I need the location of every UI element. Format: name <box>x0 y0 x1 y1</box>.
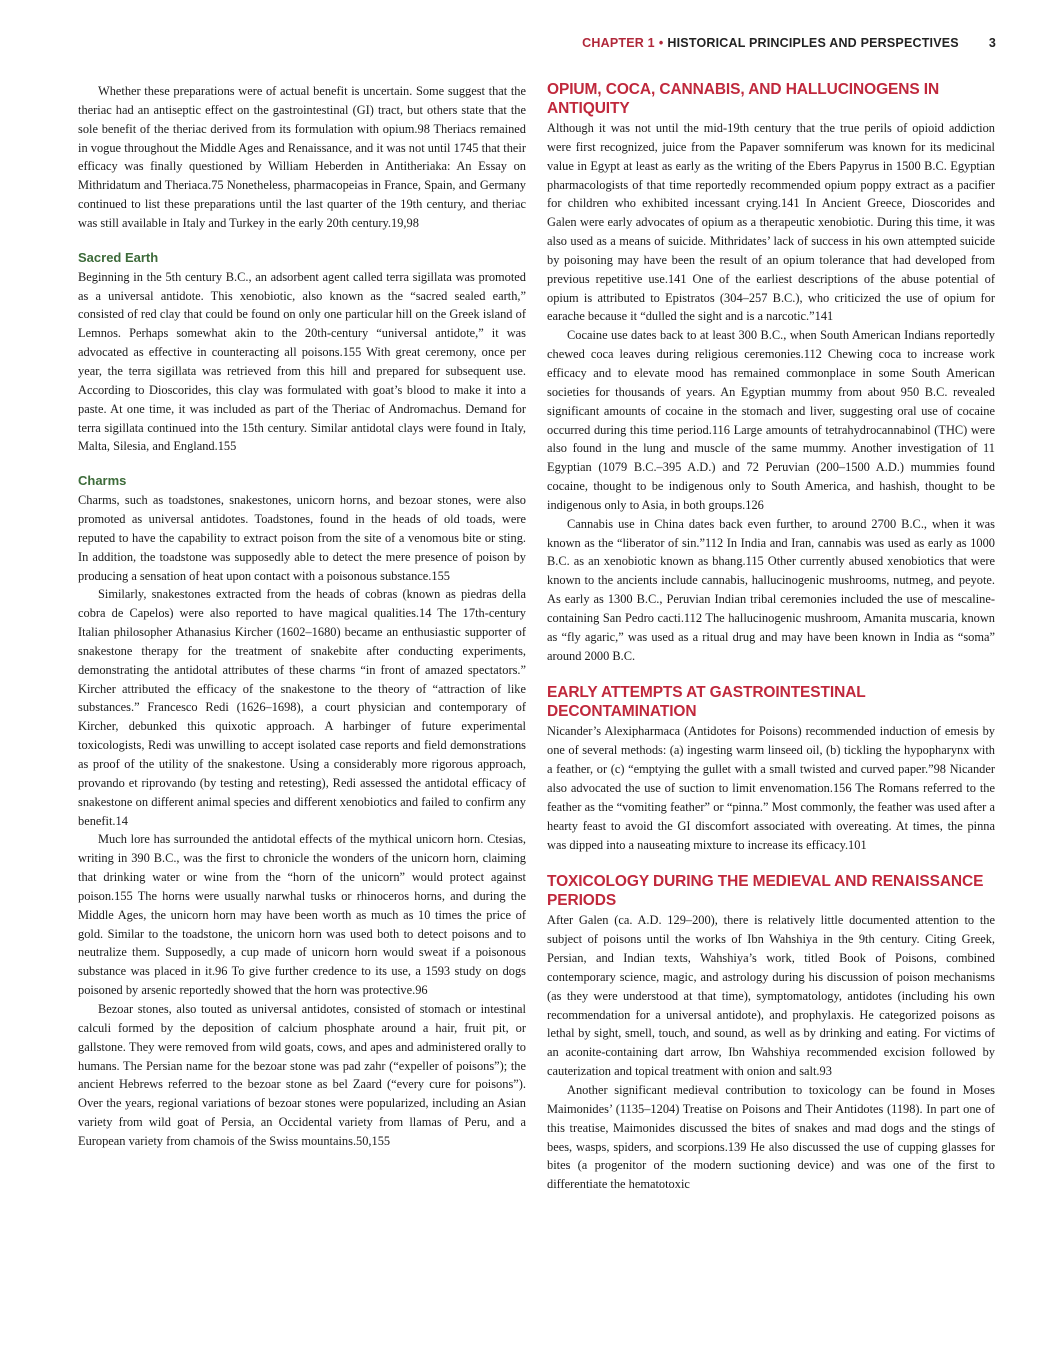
paragraph-charms-unicorn-horn: Much lore has surrounded the antidotal effects of the mythical unicorn horn. Ctesias, writing in 390 B.C., was the first to chronicle the wonders of the unicorn horn, claiming that drinking water or wine from the “horn of the unicorn” would protect against poison.155 The horns were usually narwhal tusks or rhinoceros horns, and during the Middle Ages, the unicorn horn may have been worth as much as 10 times the price of gold. Similar to the toadstone, the unicorn horn was used both to detect poisons and to neutralize them. Supposedly, a cup made of unicorn horn would sweat if a poisonous substance was placed in it.96 To give further credence to its use, a 1593 study on dogs poisoned by arsenic reportedly showed that the horn was protective.96 <box>78 832 526 998</box>
section-heading-opium: OPIUM, COCA, CANNABIS, AND HALLUCINOGENS IN ANTIQUITY <box>547 81 940 117</box>
paragraph-cocaine: Cocaine use dates back to at least 300 B.C., when South American Indians reportedly chewed coca leaves during religious ceremonies.112 Chewing coca to increase work efficacy and to elevate mood has remained commonplace in some South American societies for thousands of years. An Egyptian mummy from about 950 B.C. revealed significant amounts of cocaine in the stomach and liver, suggesting oral use of cocaine occurred during this time period.116 Large amounts of tetrahydrocannabinol (THC) were also found in the lung and muscle of the same mummy. Another investigation of 11 Egyptian (1079 B.C.–395 A.D.) and 72 Peruvian (200–1500 A.D.) mummies found cocaine, thought to be indigenous only to South America, and hashish, thought to be indigenous only to Asia, in both groups.126 <box>547 328 995 512</box>
paragraph-charms-snakestones: Similarly, snakestones extracted from the heads of cobras (known as piedras della cobra de Capelos) were also reported to have magical qualities.14 The 17th-century Italian philosopher Athanasius Kircher (1602–1680) became an enthusiastic supporter of snakestone therapy for the treatment of snakebite after conducting experiments, demonstrating the antidotal attributes of these charms “in front of amazed spectators.” Kircher attributed the efficacy of the snakestone to the theory of “attraction of like substances.” Francesco Redi (1626–1698), a court physician and contemporary of Kircher, debunked this quixotic approach. A harbinger of future experimental toxicologists, Redi was unwilling to accept isolated case reports and field demonstrations as proof of the utility of the snakestone. Using a considerably more rigorous approach, provando et riprovando (by testing and retesting), Redi assessed the antidotal efficacy of snakestone on different animal species and different xenobiotics and failed to confirm any benefit.14 <box>78 587 526 828</box>
paragraph-ibn-wahshiya: After Galen (ca. A.D. 129–200), there is relatively little documented attention to the subject of poisons until the works of Ibn Wahshiya in the 9th century. Citing Greek, Persian, and Indian texts, Wahshiya’s work, titled Book of Poisons, combined contemporary science, magic, and astrology during his discussion of poison mechanisms (as they were understood at that time), symptomatology, antidotes (including his own recommendation for a universal antidote), and prophylaxis. He categorized poisons as lethal by sight, smell, touch, and sound, as well as by drinking and eating. For victims of an aconite-containing dart arrow, Ibn Wahshiya recommended excision followed by cauterization and topical treatment with onion and salt.93 <box>547 913 995 1079</box>
paragraph-cannabis: Cannabis use in China dates back even further, to around 2700 B.C., when it was known as the “liberator of sin.”112 In India and Iran, cannabis was used as early as 1000 B.C. as an xenobiotic known as bhang.115 Other currently abused xenobiotics that were known to the ancients include cannabis, hallucinogenic mushrooms, nutmeg, and peyote. As early as 1300 B.C., Peruvian Indian tribal ceremonies included the use of mescaline-containing San Pedro cacti.112 The hallucinogenic mushroom, Amanita muscaria, known as “fly agaric,” was used as a ritual drug and may have been known in India as “soma” around 2000 B.C. <box>547 516 995 663</box>
chapter-label: CHAPTER 1 <box>582 36 655 50</box>
paragraph-charms-bezoar: Bezoar stones, also touted as universal antidotes, consisted of stomach or intestinal calculi formed by the deposition of calcium phosphate around a hair, fruit pit, or gallstone. They were removed from wild goats, cows, and apes and administered orally to humans. The Persian name for the bezoar stone was pad zahr (“expeller of poisons”); the ancient Hebrews referred to the bezoar stone as bel Zaard (“every cure for poisons”). Over the years, regional variations of bezoar stones were popularized, including an Asian variety from wild goat of Persia, an Occidental variety from llamas of Peru, and a European variety from chamois of the Swiss mountains.50,155 <box>78 1001 526 1148</box>
header-separator-dot: • <box>658 36 664 50</box>
left-column <box>78 80 526 1151</box>
section-heading-medieval-line1: TOXICOLOGY DURING THE MEDIEVAL AND RENAISSANCE <box>547 873 984 891</box>
section-heading-medieval <box>547 872 995 910</box>
paragraph-charms-toadstones: Charms, such as toadstones, snakestones, unicorn horns, and bezoar stones, were also promoted as universal antidotes. Toadstones, found in the heads of old toads, were reputed to have the capability to extract poison from the site of a venomous bite or sting. In addition, the toadstone was supposedly able to detect the mere presence of poison by producing a sensation of heat upon contact with a poisonous substance.155 <box>78 493 526 583</box>
section-heading-charms: Charms <box>78 473 127 489</box>
section-heading-sacred-earth: Sacred Earth <box>78 249 159 265</box>
right-column <box>547 80 995 1194</box>
paragraph-gi-decontamination: Nicander’s Alexipharmaca (Antidotes for Poisons) recommended induction of emesis by one of several methods: (a) ingesting warm linseed oil, (b) tickling the hypopharynx with a feather, or (c) “emptying the gullet with a small twisted and curved paper.”98 Nicander also advocated the use of suction to limit envenomation.156 The Romans referred to the feather as the “vomiting feather” or “pinna.” Most commonly, the feather was used after a hearty feast to avoid the GI discomfort associated with overeating. At times, the pinna was dipped into a nauseating mixture to increase its efficacy.101 <box>547 724 995 852</box>
section-heading-medieval-line2: PERIODS <box>547 892 617 910</box>
running-header <box>548 36 996 56</box>
paragraph-theriac: Whether these preparations were of actual benefit is uncertain. Some suggest that the theriac had an antiseptic effect on the gastrointestinal (GI) tract, but others state that the sole benefit of the theriac derived from its formulation with opium.98 Theriacs remained in vogue throughout the Middle Ages and Renaissance, and it was not until 1745 that their efficacy was finally questioned by William Heberden in Antitheriaka: An Essay on Mithridatum and Theriaca.75 Nonetheless, pharmacopeias in France, Spain, and Germany continued to list these preparations until the last quarter of the 19th century, and theriac was still available in Italy and Turkey in the early 20th century.19,98 <box>78 84 526 230</box>
page-number: 3 <box>988 36 996 50</box>
chapter-title: HISTORICAL PRINCIPLES AND PERSPECTIVES <box>667 36 959 50</box>
paragraph-opium: Although it was not until the mid-19th century that the true perils of opioid addiction were first recognized, juice from the Papaver somniferum was known for its medicinal value in Egypt at least as early as the writing of the Ebers Papyrus in 1500 B.C. Egyptian pharmacologists of that time reportedly recommended opium poppy extract as a pacifier for children who exhibited incessant crying.141 In Ancient Greece, Dioscorides and Galen were early advocates of opium as a therapeutic xenobiotic. During this time, it was also used as a means of suicide. Mithridates’ lack of success in his own attempted suicide by poisoning may have been the result of an opium tolerance that had developed from previous repetitive use.141 One of the earliest descriptions of the abuse potential of opium is attributed to Epistratos (304–257 B.C.), who criticized the use of opium for earache because it “dulled the sight and is a narcotic.”141 <box>547 121 995 324</box>
paragraph-sacred-earth: Beginning in the 5th century B.C., an adsorbent agent called terra sigillata was promoted as a universal antidote. This xenobiotic, also known as the “sacred sealed earth,” consisted of red clay that could be found on only one particular hill on the Greek island of Lemnos. Perhaps somewhat akin to the 20th-century “universal antidote,” it was advocated as effective in counteracting all poisons.155 With great ceremony, once per year, the terra sigillata was retrieved from this hill and prepared for subsequent use. According to Dioscorides, this clay was formulated with goat’s blood to make it into a paste. At one time, it was included as part of the Theriac of Andromachus. Demand for terra sigillata continued into the 15th century. Similar antidotal clays were found in Italy, Malta, Silesia, and England.155 <box>78 269 526 454</box>
paragraph-maimonides: Another significant medieval contribution to toxicology can be found in Moses Maimonides’ (1135–1204) Treatise on Poisons and Their Antidotes (1198). In part one of this treatise, Maimonides discussed the bites of snakes and mad dogs and the stings of bees, wasps, spiders, and scorpions.139 He also discussed the use of cupping glasses for bites (a progenitor of the modern suctioning device) and was one of the first to differentiate the hematotoxic <box>547 1082 995 1192</box>
section-heading-gi-decontamination: EARLY ATTEMPTS AT GASTROINTESTINAL DECONTAMINATION <box>547 684 866 721</box>
